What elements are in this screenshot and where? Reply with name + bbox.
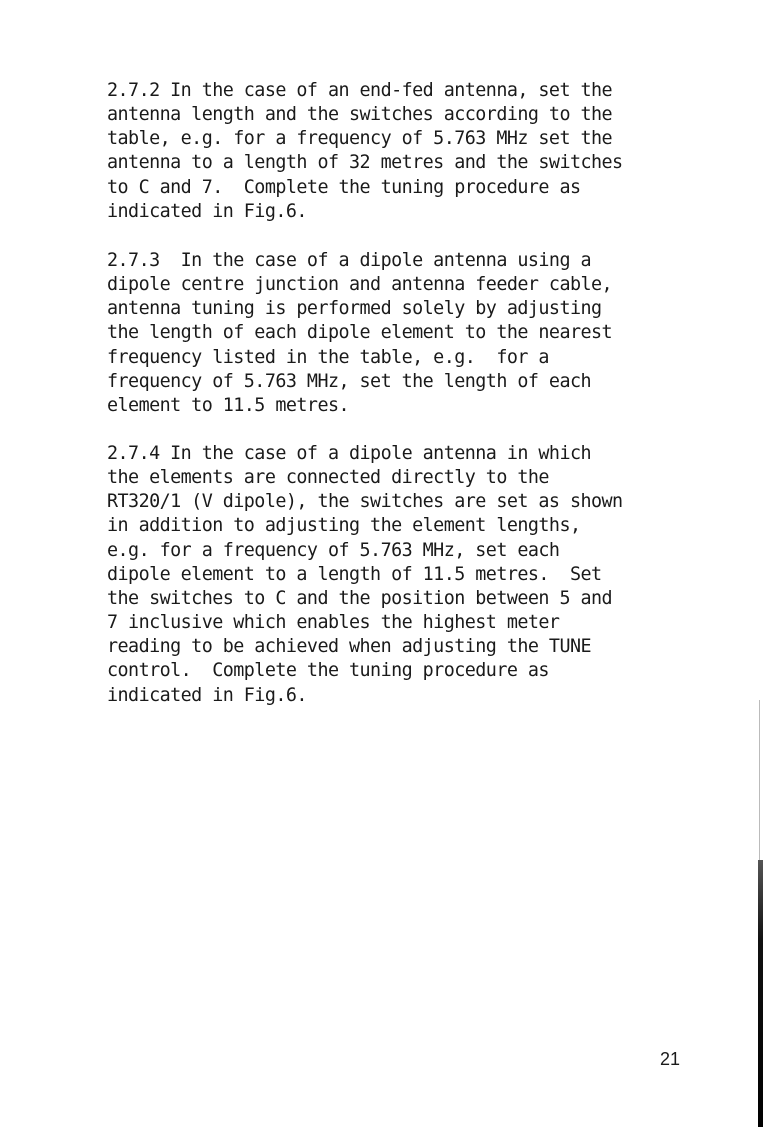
text-line: 2.7.4 In the case of a dipole antenna in which bbox=[107, 443, 592, 464]
paragraph-2-7-2 bbox=[107, 79, 747, 224]
text-line: antenna tuning is performed solely by adjusting bbox=[107, 298, 602, 320]
text-line: antenna length and the switches according to the bbox=[107, 104, 613, 126]
scan-edge-shadow bbox=[759, 700, 760, 860]
paragraph-2-7-4 bbox=[107, 442, 747, 708]
text-line: indicated in Fig.6. bbox=[107, 684, 307, 706]
page-number: 21 bbox=[659, 1049, 680, 1069]
text-line: antenna to a length of 32 metres and the switches bbox=[107, 152, 623, 174]
text-line: indicated in Fig.6. bbox=[107, 200, 307, 222]
text-line: 7 inclusive which enables the highest meter bbox=[107, 612, 560, 634]
text-line: reading to be achieved when adjusting the TUNE bbox=[107, 636, 592, 658]
text-line: table, e.g. for a frequency of 5.763 MHz set the bbox=[107, 128, 613, 150]
text-line: the switches to C and the position between 5 and bbox=[107, 587, 613, 609]
text-line: control. Complete the tuning procedure as bbox=[107, 660, 549, 682]
text-line: RT320/1 (V dipole), the switches are set as shown bbox=[107, 491, 623, 513]
paragraph-2-7-3 bbox=[107, 249, 747, 418]
text-line: the elements are connected directly to the bbox=[107, 467, 549, 489]
text-line: 2.7.3 In the case of a dipole antenna using a bbox=[107, 250, 592, 271]
text-line: 2.7.2 In the case of an end-fed antenna, set the bbox=[107, 80, 613, 101]
text-line: element to 11.5 metres. bbox=[107, 394, 350, 416]
text-line: to C and 7. Complete the tuning procedure as bbox=[107, 176, 581, 198]
text-line: frequency of 5.763 MHz, set the length of each bbox=[107, 370, 592, 392]
text-line: dipole centre junction and antenna feeder cable, bbox=[107, 274, 613, 296]
text-line: in addition to adjusting the element lengths, bbox=[107, 515, 581, 537]
scan-binding-edge bbox=[758, 860, 763, 1127]
text-line: the length of each dipole element to the nearest bbox=[107, 322, 613, 344]
text-line: e.g. for a frequency of 5.763 MHz, set each bbox=[107, 539, 560, 561]
text-line: frequency listed in the table, e.g. for a bbox=[107, 346, 549, 368]
text-line: dipole element to a length of 11.5 metres. Set bbox=[107, 563, 602, 585]
